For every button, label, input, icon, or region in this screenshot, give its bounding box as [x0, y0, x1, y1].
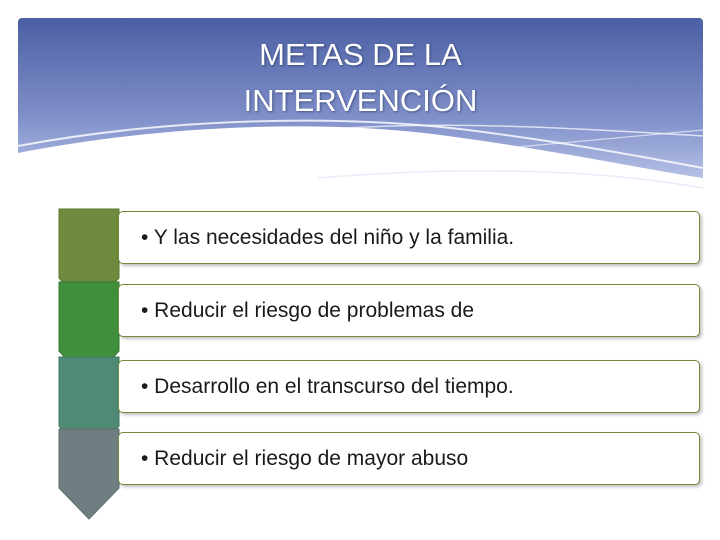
title-line-2: INTERVENCIÓN: [243, 83, 478, 118]
list-item-box: [118, 211, 700, 264]
list-item-box: [118, 432, 700, 485]
chevron-arrow-icon: [58, 428, 120, 520]
list-item-box: [118, 284, 700, 337]
list-item-text: • Y las necesidades del niño y la familia.: [141, 225, 515, 249]
title-banner: [18, 18, 703, 198]
title-line-1: METAS DE LA: [259, 37, 462, 72]
list-item: [0, 428, 720, 538]
list-item-box: [118, 360, 700, 413]
list-item-text: • Reducir el riesgo de problemas de: [141, 298, 475, 322]
list-item-text: • Reducir el riesgo de mayor abuso: [141, 446, 469, 470]
slide-title: [18, 32, 703, 124]
list-item-text: • Desarrollo en el transcurso del tiempo.: [141, 374, 514, 398]
